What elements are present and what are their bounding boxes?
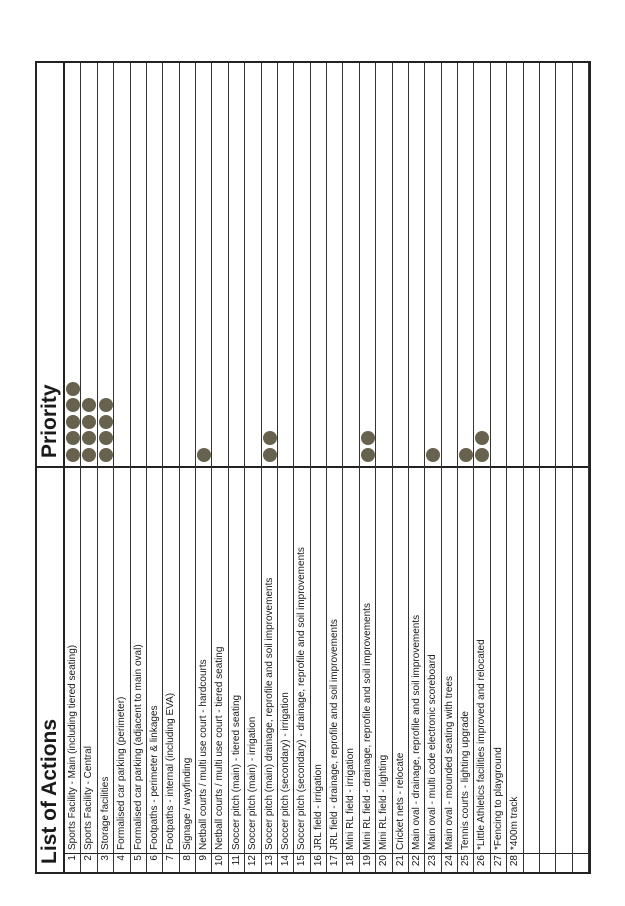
priority-dot-icon <box>66 432 80 446</box>
priority-dot-icon <box>66 399 80 413</box>
priority-dot-icon <box>82 448 96 462</box>
rows-container <box>65 63 589 872</box>
table-row <box>262 63 278 872</box>
table-row <box>245 63 261 872</box>
action-text: Sports Facility - Main (including tiered seating) <box>67 644 78 850</box>
table-row <box>327 63 343 872</box>
priority-dot-icon <box>66 448 80 462</box>
priority-dot-icon <box>99 432 113 446</box>
row-number: 4 <box>116 855 128 861</box>
priority-dot-icon <box>82 399 96 413</box>
row-number: 7 <box>165 855 177 861</box>
table-row <box>311 63 327 872</box>
row-number: 13 <box>263 855 275 867</box>
table-row <box>393 63 409 872</box>
row-number: 20 <box>378 855 390 867</box>
row-number: 23 <box>427 855 439 867</box>
action-text: Main oval - mounded seating with trees <box>443 676 455 850</box>
row-number: 26 <box>476 855 488 867</box>
table-row <box>114 63 130 872</box>
table-row <box>556 63 572 872</box>
row-number: 22 <box>410 855 422 867</box>
action-text: Main oval - multi code electronic scoreboard <box>427 654 439 850</box>
row-number: 6 <box>148 855 160 861</box>
table-row <box>196 63 212 872</box>
priority-dot-icon <box>361 448 375 462</box>
table-row <box>65 63 81 872</box>
action-text: Tennis courts - lighting upgrade <box>460 711 471 850</box>
action-text: Cricket nets - relocate <box>394 752 406 850</box>
priority-dot-icon <box>82 415 96 429</box>
action-text: Formalised car parking (adjacent to main oval) <box>132 644 144 850</box>
row-number: 17 <box>329 855 340 867</box>
priority-dot-icon <box>475 432 489 446</box>
table-row <box>425 63 441 872</box>
row-number: 5 <box>132 855 144 861</box>
row-number: 19 <box>361 855 373 867</box>
priority-dot-icon <box>99 448 113 462</box>
action-text: *Little Athletics facilities improved and relocated <box>476 639 488 850</box>
priority-dot-icon <box>66 415 80 429</box>
action-text: Footpaths - perimeter & linkages <box>148 705 160 850</box>
table-row <box>524 63 540 872</box>
action-text: *400m track <box>509 796 521 850</box>
table-row <box>212 63 228 872</box>
row-number: 1 <box>67 855 78 861</box>
rotated-table <box>37 63 589 872</box>
table-row <box>343 63 359 872</box>
row-number: 8 <box>181 855 193 861</box>
table-row <box>507 63 523 872</box>
priority-dot-icon <box>82 432 96 446</box>
row-number: 10 <box>214 855 226 867</box>
table-row <box>81 63 97 872</box>
table-row <box>147 63 163 872</box>
priority-dot-icon <box>426 448 440 462</box>
row-number: 21 <box>394 855 406 867</box>
table-row <box>278 63 294 872</box>
row-number: 9 <box>198 855 209 861</box>
list-of-actions-heading: List of Actions <box>38 718 61 864</box>
action-text: Mini RL field - irrigation <box>345 748 357 850</box>
table-row <box>229 63 245 872</box>
priority-dot-icon <box>99 399 113 413</box>
action-text: JRL field - drainage, reprofile and soil improvements <box>329 619 340 850</box>
action-text: Storage facilities <box>99 776 111 850</box>
action-text: Soccer pitch (main) - irrigation <box>247 716 259 850</box>
table-row <box>442 63 458 872</box>
action-text: JRL field - irrigation <box>312 764 324 850</box>
table-row <box>131 63 147 872</box>
priority-dot-icon <box>475 448 489 462</box>
priority-dot-icon <box>459 448 473 462</box>
row-number: 15 <box>296 855 308 867</box>
priority-dot-icon <box>361 432 375 446</box>
table-row <box>540 63 556 872</box>
action-text: Formalised car parking (perimeter) <box>116 696 128 850</box>
priority-dot-icon <box>197 448 211 462</box>
row-number: 3 <box>99 855 111 861</box>
table-row <box>180 63 196 872</box>
row-number: 24 <box>443 855 455 867</box>
table-row <box>474 63 490 872</box>
table-row <box>98 63 114 872</box>
priority-dot-icon <box>263 448 277 462</box>
priority-heading: Priority <box>38 384 61 458</box>
action-text: Footpaths - internal (including EVA) <box>165 692 177 850</box>
action-text: Soccer pitch (secondary) - drainage, reprofile and soil improvements <box>296 547 308 850</box>
row-number: 16 <box>312 855 324 867</box>
action-text: Sports Facility - Central <box>83 746 95 850</box>
table-row <box>409 63 425 872</box>
table-row <box>573 63 589 872</box>
action-text: Mini RL field - drainage, reprofile and soil improvements <box>361 603 373 850</box>
action-text: Soccer pitch (main) drainage, reprofile and soil improvements <box>263 577 275 850</box>
row-number: 18 <box>345 855 357 867</box>
action-text: Netball courts / multi use court - tiered seating <box>214 646 226 850</box>
row-number: 2 <box>83 855 95 861</box>
row-number: 14 <box>279 855 291 867</box>
action-text: *Fencing to playground <box>492 747 504 850</box>
action-text: Netball courts / multi use court - hardcourts <box>198 659 209 850</box>
row-number: 11 <box>230 855 242 866</box>
action-text: Soccer pitch (main) - tiered seating <box>230 694 242 850</box>
priority-dot-icon <box>263 432 277 446</box>
table-row <box>163 63 179 872</box>
row-number: 25 <box>460 855 471 867</box>
row-number: 28 <box>509 855 521 867</box>
action-text: Mini RL field - lighting <box>378 754 390 850</box>
row-number: 12 <box>247 855 259 867</box>
priority-dot-icon <box>99 415 113 429</box>
row-number: 27 <box>492 855 504 867</box>
table-row <box>376 63 392 872</box>
table-row <box>458 63 474 872</box>
action-text: Main oval - drainage, reprofile and soil improvements <box>410 614 422 850</box>
table-row <box>294 63 310 872</box>
actions-table <box>35 61 591 874</box>
action-text: Signage / wayfinding <box>181 757 193 850</box>
table-row <box>491 63 507 872</box>
table-row <box>360 63 376 872</box>
action-text: Soccer pitch (secondary) - irrigation <box>279 692 291 850</box>
priority-dot-icon <box>66 382 80 396</box>
